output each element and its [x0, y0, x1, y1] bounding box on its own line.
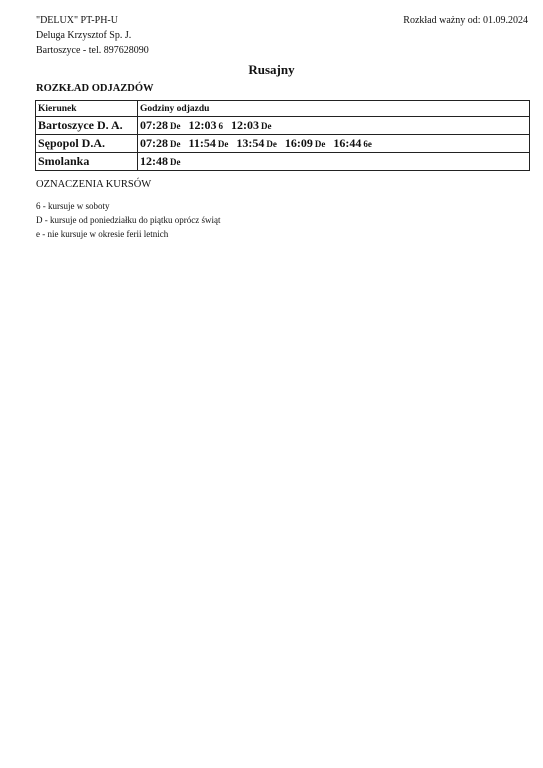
legend-item: e - nie kursuje w okresie ferii letnich	[36, 229, 169, 239]
departure	[140, 118, 185, 132]
table-row	[36, 153, 530, 171]
departure	[236, 136, 281, 150]
departure-mark: 6	[218, 121, 223, 131]
legend-title: OZNACZENIA KURSÓW	[36, 179, 152, 190]
direction-cell: Smolanka	[36, 153, 138, 171]
table-header-row	[36, 101, 530, 117]
column-header-direction: Kierunek	[36, 101, 138, 117]
company-name: "DELUX" PT-PH-U	[36, 15, 118, 26]
column-header-times: Godziny odjazdu	[138, 101, 530, 117]
departure-mark: 6e	[363, 139, 372, 149]
legend-item: 6 - kursuje w soboty	[36, 201, 110, 211]
departure-time: 12:03	[231, 118, 259, 132]
departure-mark: De	[266, 139, 277, 149]
legend-list	[36, 199, 220, 241]
departure	[189, 118, 228, 132]
departure	[189, 136, 233, 150]
departure	[231, 118, 276, 132]
times-cell	[138, 153, 530, 171]
direction-cell: Sępopol D.A.	[36, 135, 138, 153]
company-info	[36, 13, 149, 58]
departure	[285, 136, 330, 150]
departure	[140, 136, 185, 150]
departure-time: 11:54	[188, 136, 216, 150]
departure-time: 16:09	[284, 136, 313, 150]
departure-time: 12:48	[140, 154, 168, 168]
valid-from-date: Rozkład ważny od: 01.09.2024	[403, 15, 528, 26]
departure	[140, 154, 185, 168]
departure-mark: De	[217, 139, 229, 149]
departure-time: 07:28	[140, 136, 168, 150]
table-row	[36, 117, 530, 135]
company-contact: Bartoszyce - tel. 897628090	[36, 45, 149, 56]
departure-time: 13:54	[236, 136, 265, 150]
stop-name-title: Rusajny	[248, 62, 295, 77]
direction-cell: Bartoszyce D. A.	[36, 117, 138, 135]
departure-mark: De	[170, 121, 181, 131]
times-cell	[138, 117, 530, 135]
company-legal-name: Deluga Krzysztof Sp. J.	[36, 30, 132, 41]
departure-time: 12:03	[188, 118, 217, 132]
departure-mark: De	[170, 157, 181, 167]
departure-mark: De	[170, 139, 181, 149]
legend-item: D - kursuje od poniedziałku do piątku oprócz świąt	[36, 215, 221, 225]
departure-mark: De	[261, 121, 272, 131]
departure-time: 07:28	[140, 118, 168, 132]
departure-time: 16:44	[333, 136, 362, 150]
section-title: ROZKŁAD ODJAZDÓW	[36, 83, 154, 94]
departure-mark: De	[314, 139, 326, 149]
departures-table	[35, 100, 530, 171]
departure	[333, 136, 376, 150]
times-cell	[138, 135, 530, 153]
table-row	[36, 135, 530, 153]
